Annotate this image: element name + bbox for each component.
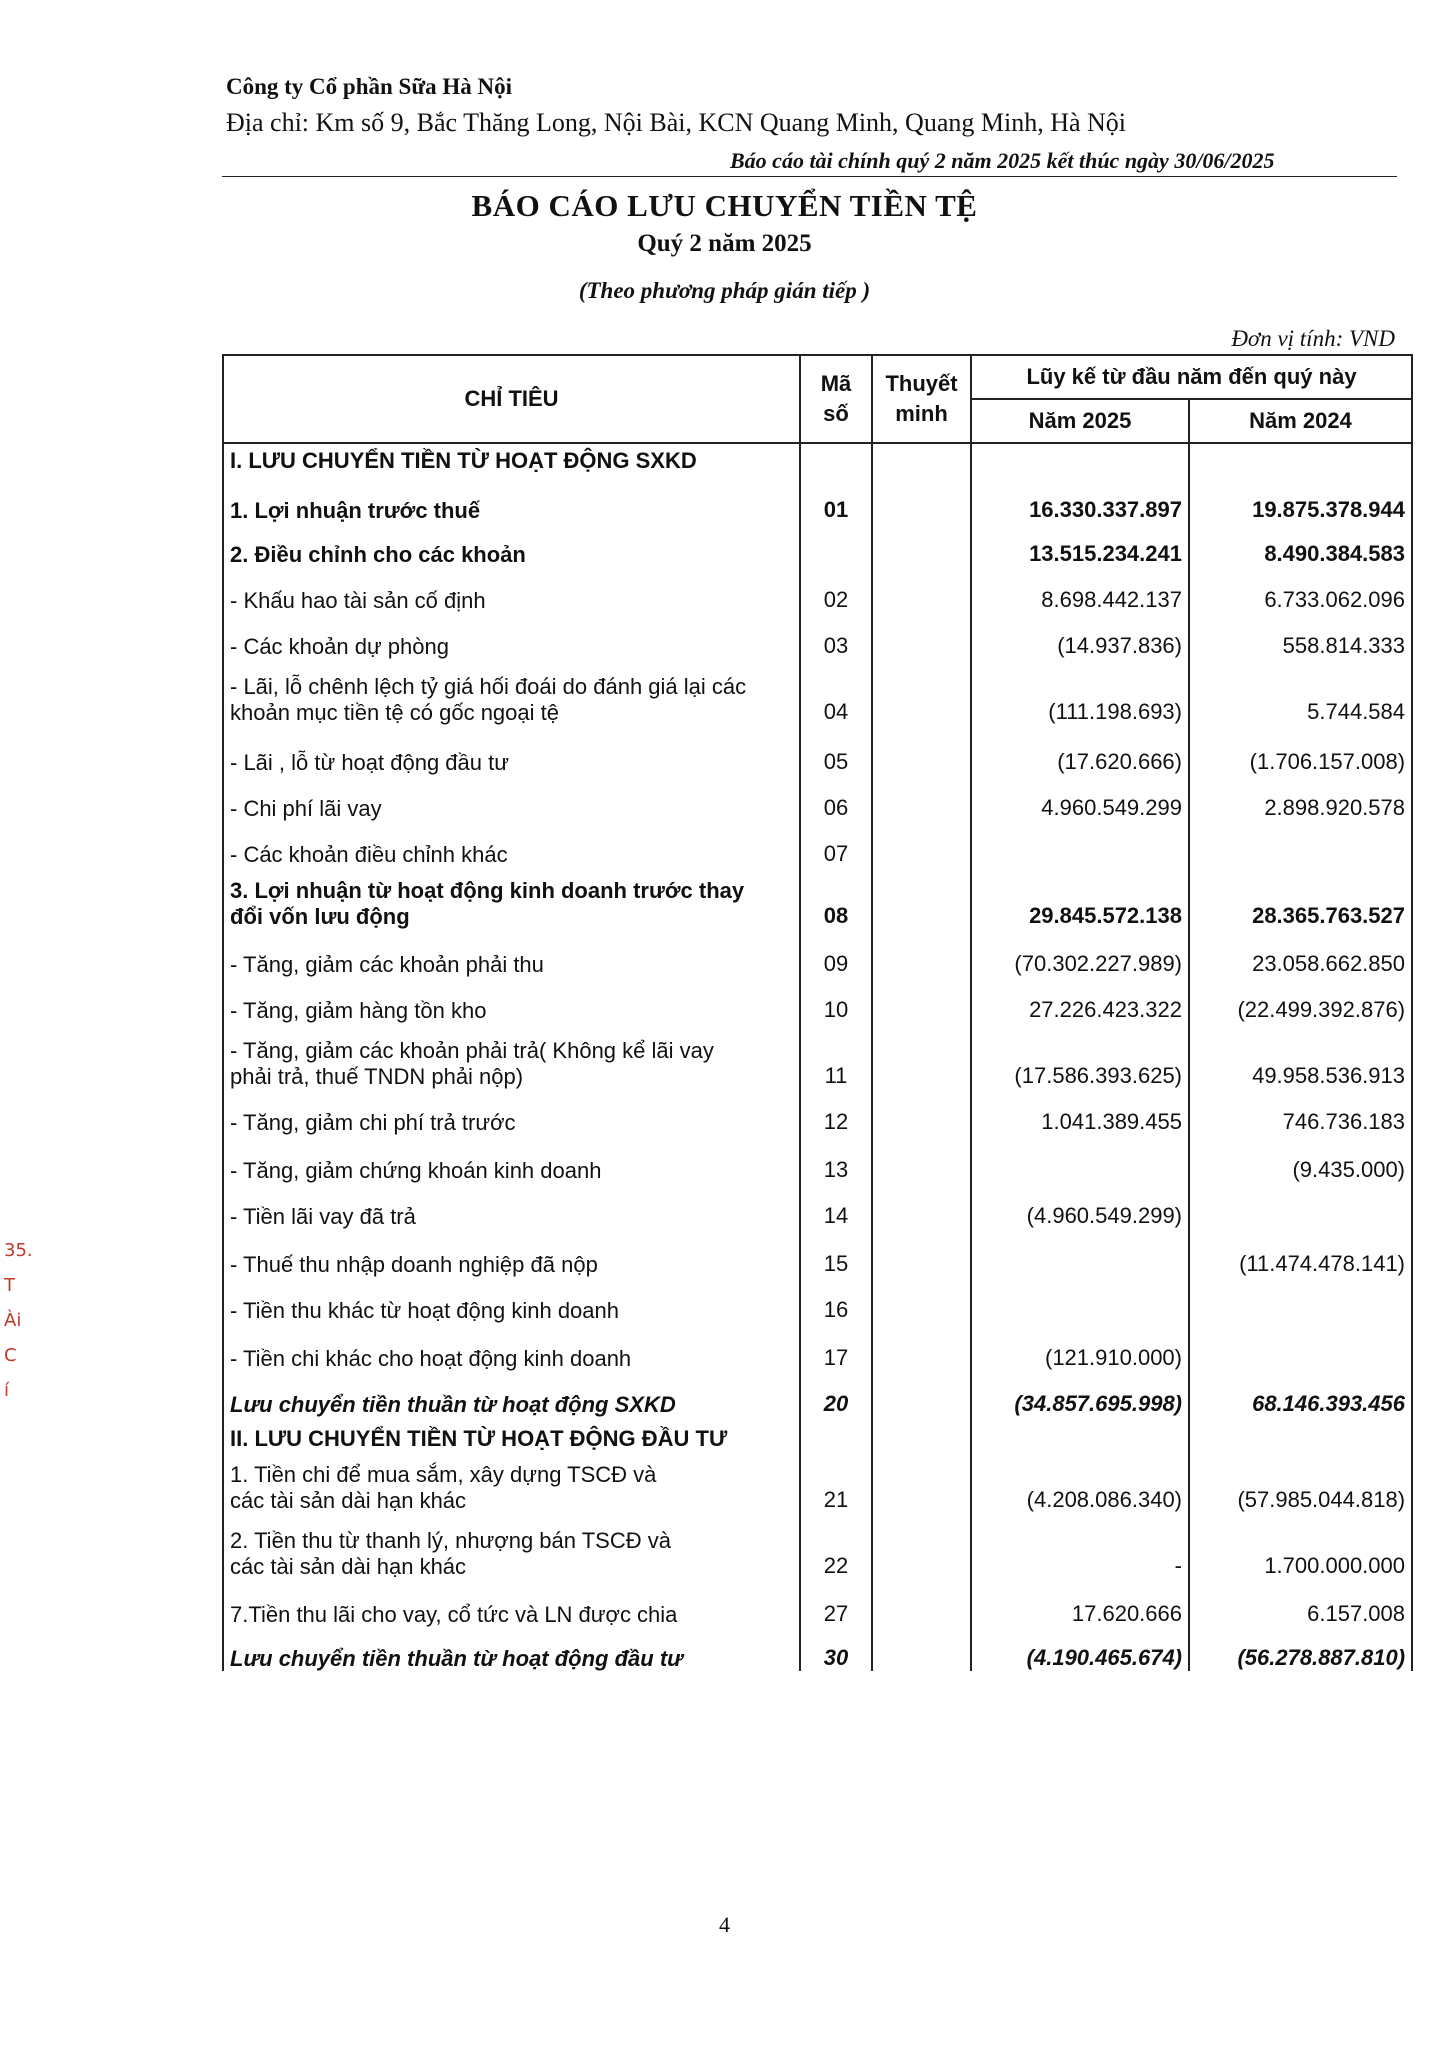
row-value-2025: (17.586.393.625) (971, 1023, 1189, 1089)
row-label: 7.Tiền thu lãi cho vay, cổ tức và LN được chia (223, 1579, 800, 1627)
table-row (223, 977, 1412, 1023)
row-label: - Lãi , lỗ từ hoạt động đầu tư (223, 725, 800, 775)
row-label: II. LƯU CHUYỂN TIỀN TỪ HOẠT ĐỘNG ĐẦU TƯ (223, 1417, 800, 1451)
table-row (223, 473, 1412, 523)
table-row (223, 1183, 1412, 1229)
table-row (223, 929, 1412, 977)
row-value-2025 (971, 443, 1189, 473)
row-value-2025: (111.198.693) (971, 659, 1189, 725)
row-label: - Các khoản điều chỉnh khác (223, 821, 800, 867)
row-value-2024 (1189, 1323, 1412, 1371)
row-note (872, 775, 971, 821)
table-row (223, 443, 1412, 473)
row-value-2024 (1189, 1183, 1412, 1229)
row-value-2025: (14.937.836) (971, 613, 1189, 659)
page-subtitle: Quý 2 năm 2025 (637, 230, 812, 257)
table-row (223, 1023, 1412, 1089)
row-code: 05 (800, 725, 872, 775)
row-note (872, 1513, 971, 1579)
margin-mark-1: 35. (4, 1240, 33, 1261)
row-note (872, 659, 971, 725)
company-address: Địa chỉ: Km số 9, Bắc Thăng Long, Nội Bài, KCN Quang Minh, Quang Minh, Hà Nội (226, 108, 1127, 137)
row-value-2025: (4.960.549.299) (971, 1183, 1189, 1229)
row-note (872, 1183, 971, 1229)
row-note (872, 613, 971, 659)
page-title: BÁO CÁO LƯU CHUYỂN TIỀN TỆ (471, 188, 978, 223)
row-value-2024: (57.985.044.818) (1189, 1451, 1412, 1513)
row-code (800, 1417, 872, 1451)
table-row (223, 1513, 1412, 1579)
row-label: - Tiền thu khác từ hoạt động kinh doanh (223, 1277, 800, 1323)
table-row (223, 659, 1412, 725)
row-value-2024: (1.706.157.008) (1189, 725, 1412, 775)
row-code: 01 (800, 473, 872, 523)
row-label: Lưu chuyển tiền thuần từ hoạt động đầu tư (223, 1627, 800, 1671)
row-label: 2. Tiền thu từ thanh lý, nhượng bán TSCĐ và các tài sản dài hạn khác (223, 1513, 800, 1579)
row-value-2025: (121.910.000) (971, 1323, 1189, 1371)
page-number: 4 (719, 1912, 730, 1937)
row-label: - Khấu hao tài sản cố định (223, 567, 800, 613)
row-note (872, 1627, 971, 1671)
row-code: 30 (800, 1627, 872, 1671)
row-label: 2. Điều chỉnh cho các khoản (223, 523, 800, 567)
row-label: - Tăng, giảm chứng khoán kinh doanh (223, 1135, 800, 1183)
row-value-2025 (971, 1277, 1189, 1323)
row-label: 1. Lợi nhuận trước thuế (223, 473, 800, 523)
row-label: 1. Tiền chi để mua sắm, xây dựng TSCĐ và các tài sản dài hạn khác (223, 1451, 800, 1513)
row-value-2025: 1.041.389.455 (971, 1089, 1189, 1135)
table-row (223, 1277, 1412, 1323)
row-value-2024: 558.814.333 (1189, 613, 1412, 659)
col-header-2025: Năm 2025 (971, 399, 1189, 443)
row-value-2024: (56.278.887.810) (1189, 1627, 1412, 1671)
row-note (872, 821, 971, 867)
row-label: - Tăng, giảm hàng tồn kho (223, 977, 800, 1023)
row-value-2024: 68.146.393.456 (1189, 1371, 1412, 1417)
row-code: 02 (800, 567, 872, 613)
table-row (223, 867, 1412, 929)
margin-mark-5: í (4, 1380, 10, 1401)
cash-flow-table (222, 354, 1413, 1671)
row-value-2025: (4.190.465.674) (971, 1627, 1189, 1671)
row-note (872, 1451, 971, 1513)
row-code: 27 (800, 1579, 872, 1627)
row-value-2024: 6.733.062.096 (1189, 567, 1412, 613)
col-header-group: Lũy kế từ đầu năm đến quý này (971, 355, 1412, 399)
table-row (223, 725, 1412, 775)
col-header-note: Thuyết minh (872, 355, 971, 443)
row-value-2024: 28.365.763.527 (1189, 867, 1412, 929)
row-value-2024: (9.435.000) (1189, 1135, 1412, 1183)
row-code (800, 523, 872, 567)
row-value-2024: 2.898.920.578 (1189, 775, 1412, 821)
row-note (872, 867, 971, 929)
row-value-2024 (1189, 1277, 1412, 1323)
row-code: 17 (800, 1323, 872, 1371)
row-note (872, 443, 971, 473)
row-code (800, 443, 872, 473)
row-code: 15 (800, 1229, 872, 1277)
row-value-2025: (70.302.227.989) (971, 929, 1189, 977)
col-header-code: Mã số (800, 355, 872, 443)
cash-flow-body (223, 443, 1412, 1671)
row-note (872, 567, 971, 613)
row-value-2024: 1.700.000.000 (1189, 1513, 1412, 1579)
row-value-2024: 23.058.662.850 (1189, 929, 1412, 977)
company-name: Công ty Cổ phần Sữa Hà Nội (226, 74, 513, 99)
table-row (223, 1229, 1412, 1277)
row-note (872, 1089, 971, 1135)
row-label: - Thuế thu nhập doanh nghiệp đã nộp (223, 1229, 800, 1277)
margin-stamp-marks (4, 1240, 38, 1480)
row-value-2025: 17.620.666 (971, 1579, 1189, 1627)
row-code: 20 (800, 1371, 872, 1417)
row-code: 10 (800, 977, 872, 1023)
margin-mark-2: T (4, 1275, 15, 1296)
row-code: 06 (800, 775, 872, 821)
margin-mark-3: Ài (4, 1310, 22, 1331)
row-code: 04 (800, 659, 872, 725)
row-label: - Tăng, giảm các khoản phải trả( Không kể lãi vay phải trả, thuế TNDN phải nộp) (223, 1023, 800, 1089)
row-code: 13 (800, 1135, 872, 1183)
row-code: 14 (800, 1183, 872, 1229)
row-value-2024: (22.499.392.876) (1189, 977, 1412, 1023)
row-value-2025: 27.226.423.322 (971, 977, 1189, 1023)
row-note (872, 1135, 971, 1183)
row-value-2025: 29.845.572.138 (971, 867, 1189, 929)
row-label: I. LƯU CHUYỂN TIỀN TỪ HOẠT ĐỘNG SXKD (223, 443, 800, 473)
row-code: 16 (800, 1277, 872, 1323)
row-value-2025: 13.515.234.241 (971, 523, 1189, 567)
row-value-2024: 6.157.008 (1189, 1579, 1412, 1627)
row-code: 21 (800, 1451, 872, 1513)
row-label: - Tiền lãi vay đã trả (223, 1183, 800, 1229)
table-row (223, 1451, 1412, 1513)
row-note (872, 1417, 971, 1451)
row-value-2024: (11.474.478.141) (1189, 1229, 1412, 1277)
table-row (223, 523, 1412, 567)
row-label: - Tiền chi khác cho hoạt động kinh doanh (223, 1323, 800, 1371)
row-value-2024: 5.744.584 (1189, 659, 1412, 725)
table-row (223, 613, 1412, 659)
table-row (223, 567, 1412, 613)
row-value-2025: - (971, 1513, 1189, 1579)
row-value-2025: 8.698.442.137 (971, 567, 1189, 613)
row-note (872, 977, 971, 1023)
row-value-2024: 8.490.384.583 (1189, 523, 1412, 567)
table-row (223, 1627, 1412, 1671)
table-row (223, 1323, 1412, 1371)
row-label: - Tăng, giảm các khoản phải thu (223, 929, 800, 977)
row-note (872, 523, 971, 567)
row-value-2025 (971, 821, 1189, 867)
row-label: - Chi phí lãi vay (223, 775, 800, 821)
row-note (872, 1323, 971, 1371)
row-value-2024 (1189, 443, 1412, 473)
row-value-2024: 19.875.378.944 (1189, 473, 1412, 523)
row-value-2025: (4.208.086.340) (971, 1451, 1189, 1513)
row-value-2025: (17.620.666) (971, 725, 1189, 775)
row-value-2025 (971, 1417, 1189, 1451)
row-note (872, 1371, 971, 1417)
row-value-2025: 16.330.337.897 (971, 473, 1189, 523)
report-period: Báo cáo tài chính quý 2 năm 2025 kết thúc ngày 30/06/2025 (730, 148, 1275, 173)
row-value-2025: 4.960.549.299 (971, 775, 1189, 821)
row-code: 11 (800, 1023, 872, 1089)
row-label: - Các khoản dự phòng (223, 613, 800, 659)
row-value-2024 (1189, 1417, 1412, 1451)
row-value-2025: (34.857.695.998) (971, 1371, 1189, 1417)
row-code: 08 (800, 867, 872, 929)
table-row (223, 821, 1412, 867)
row-note (872, 473, 971, 523)
row-note (872, 1277, 971, 1323)
row-label: - Tăng, giảm chi phí trả trước (223, 1089, 800, 1135)
row-note (872, 1229, 971, 1277)
row-note (872, 1579, 971, 1627)
currency-unit: Đơn vị tính: VND (1231, 326, 1395, 351)
row-value-2025 (971, 1135, 1189, 1183)
row-code: 12 (800, 1089, 872, 1135)
row-value-2025 (971, 1229, 1189, 1277)
table-row (223, 1135, 1412, 1183)
margin-mark-4: C (4, 1345, 17, 1366)
table-row (223, 1417, 1412, 1451)
method-note: (Theo phương pháp gián tiếp ) (578, 278, 871, 303)
row-code: 22 (800, 1513, 872, 1579)
row-note (872, 1023, 971, 1089)
row-label: 3. Lợi nhuận từ hoạt động kinh doanh trước thay đổi vốn lưu động (223, 867, 800, 929)
col-header-item: CHỈ TIÊU (223, 355, 800, 443)
table-row (223, 1371, 1412, 1417)
row-code: 09 (800, 929, 872, 977)
col-header-2024: Năm 2024 (1189, 399, 1412, 443)
header-divider (222, 176, 1397, 177)
row-code: 03 (800, 613, 872, 659)
row-label: Lưu chuyển tiền thuần từ hoạt động SXKD (223, 1371, 800, 1417)
row-note (872, 725, 971, 775)
row-label: - Lãi, lỗ chênh lệch tỷ giá hối đoái do đánh giá lại các khoản mục tiền tệ có gốc ngoại tệ (223, 659, 800, 725)
row-value-2024: 49.958.536.913 (1189, 1023, 1412, 1089)
row-code: 07 (800, 821, 872, 867)
row-note (872, 929, 971, 977)
table-row (223, 775, 1412, 821)
row-value-2024 (1189, 821, 1412, 867)
table-row (223, 1089, 1412, 1135)
table-row (223, 1579, 1412, 1627)
row-value-2024: 746.736.183 (1189, 1089, 1412, 1135)
